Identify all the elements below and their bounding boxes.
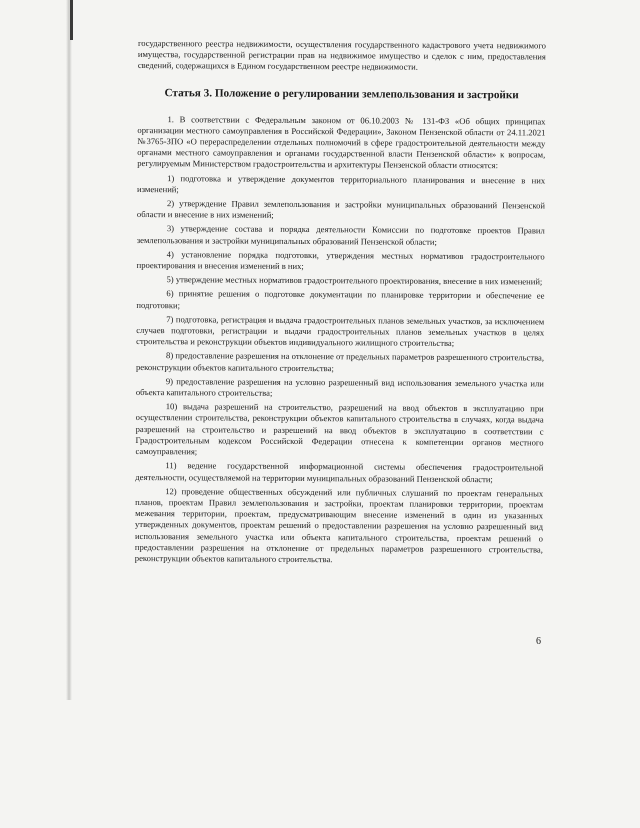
list-item-3: 3) утверждение состава и порядка деятельности Комиссии по подготовке проектов Правил землепользования и застройки муниципальных образований Пензенской области; — [136, 223, 545, 247]
list-item-2: 2) утверждение Правил землепользования и застройки муниципальных образований Пензенской области и внесение в них изменений; — [136, 198, 546, 221]
intro-paragraph: государственного реестра недвижимости, осуществления государственного кадастрового учета недвижимого имущества, государственной регистрации прав на недвижимое имущество и сделок с ним, предоставления сведений, содержащихся в Едином государственном реестре недвижимости. — [137, 38, 546, 73]
document-page — [135, 38, 546, 570]
scan-mark — [70, 0, 73, 40]
list-item-4: 4) установление порядка подготовки, утверждения местных нормативов градостроительного проектирования и внесения изменений в них; — [136, 249, 545, 272]
list-item-5: 5) утверждение местных нормативов градостроительного проектирования, внесение в них изменений; — [166, 274, 543, 287]
list-item-9: 9) предоставление разрешения на условно разрешенный вид использования земельного участка или объекта капитального строительства; — [135, 376, 544, 398]
list-item-10: 10) выдача разрешений на строительство, разрешений на ввод объектов в эксплуатацию при осуществлении строительства, реконструкции объектов капитального строительства в случаях, когда выдача разрешений на строительство и разрешений на ввод объектов в эксплуатацию в соответствии с Градостроительным кодексом Российской Федерации отнесена к компетенции органов местного самоуправления; — [135, 401, 544, 457]
list-item-6: 6) принятие решения о подготовке документации по планировке территории и обеспечение ее подготовки; — [136, 288, 545, 310]
list-item-11: 11) ведение государственной информационной системы обеспечения градостроительной деятельности, осуществляемой на территории муниципальных образований Пензенской области; — [135, 460, 544, 484]
list-item-7: 7) подготовка, регистрация и выдача градостроительных планов земельных участков, за исключением случаев подготовки, регистрации и выдачи градостроительных планов земельных участков в целях строительства и реконструкции объектов индивидуального жилищного строительства; — [136, 314, 545, 349]
list-item-12: 12) проведение общественных обсуждений или публичных слушаний по проектам генеральных планов, проектам Правил землепользования и застройки, проектам планировки территории, проектам межевания территории, проектам, предусматривающим внесение изменений в один из указанных утвержденных документов, проектам решений о предоставлении разрешения на условно разрешенный вид использования земельного участка или объекта капитального строительства, проектам решений о предоставлении разрешения на отклонение от предельных параметров разрешенного строительства, реконструкции объектов капитального строительства. — [134, 485, 544, 565]
scan-shadow — [66, 0, 72, 700]
paragraph-1: 1. В соответствии с Федеральным законом от 06.10.2003 № 131-ФЗ «Об общих принципах организации местного самоуправления в Российской Федерации», Законом Пензенской области от 24.11.2021 №3765-ЗПО «О перераспределении отдельных полномочий в сфере градостроительной деятельности между органами местного самоуправления и органами государственной власти Пензенской области» к вопросам, регулируемым Министерством градостроительства и архитектуры Пензенской области относятся: — [137, 113, 546, 171]
page-number: 6 — [536, 636, 541, 647]
list-item-1: 1) подготовка и утверждение документов территориального планирования и внесение в них изменений; — [137, 172, 546, 195]
list-item-8: 8) предоставление разрешения на отклонение от предельных параметров разрешенного строительства, реконструкции объектов капитального строительства; — [135, 350, 545, 373]
article-title: Статья 3. Положение о регулировании землепользования и застройки — [164, 86, 519, 101]
